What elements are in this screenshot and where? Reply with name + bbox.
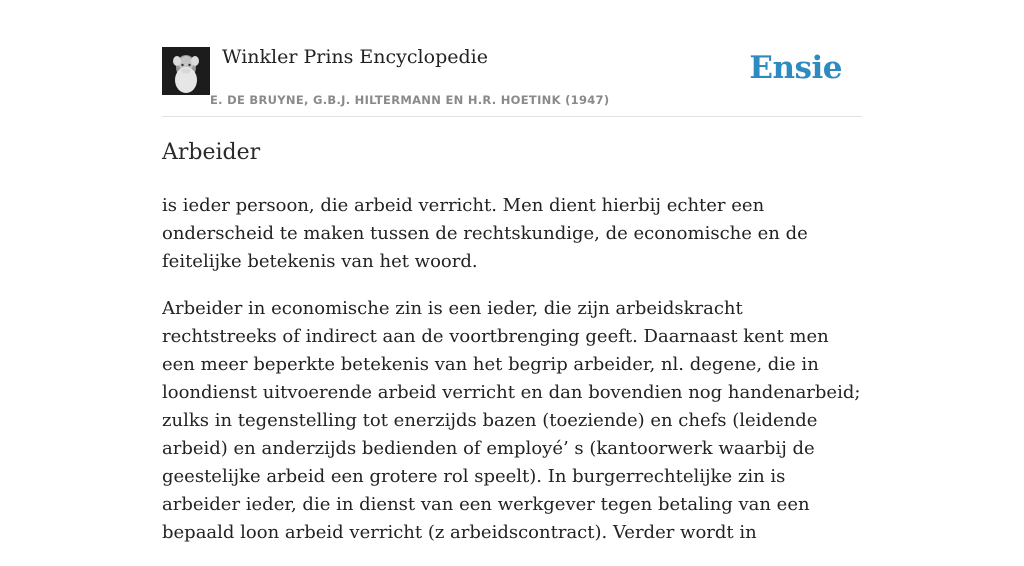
header bbox=[162, 0, 862, 117]
authors-line: E. DE BRUYNE, G.B.J. HILTERMANN EN H.R. HOETINK (1947) bbox=[210, 93, 610, 107]
portrait-photo-icon bbox=[162, 47, 210, 95]
article-paragraph: Arbeider in economische zin is een ieder, die zijn arbeidskracht rechtstreeks of indirect aan de voortbrenging geeft. Daarnaast kent men een meer beperkte betekenis van het begrip arbeider, nl. degene, die in loondienst uitvoerende arbeid verricht en dan bovendien nog handenarbeid; zulks in tegenstelling tot enerzijds bazen (toeziende) en chefs (leidende arbeid) en anderzijds bedienden of employé’ s (kantoorwerk waarbij de geestelijke arbeid een grotere rol speelt). In burgerrechtelijke zin is arbeider ieder, die in dienst van een werkgever tegen betaling van een bepaald loon arbeid verricht (z arbeidscontract). Verder wordt in bbox=[162, 298, 861, 543]
article-headword: Arbeider bbox=[162, 140, 261, 165]
page-container bbox=[162, 0, 862, 543]
ensie-logo[interactable]: Ensie bbox=[749, 50, 842, 86]
article-paragraph: is ieder persoon, die arbeid verricht. Men dient hierbij echter een onderscheid te maken tussen de rechtskundige, de economische en de feitelijke betekenis van het woord. bbox=[162, 195, 808, 272]
site-title[interactable]: Winkler Prins Encyclopedie bbox=[222, 46, 488, 68]
article-body bbox=[162, 192, 862, 566]
author-avatar-icon[interactable] bbox=[162, 47, 210, 95]
